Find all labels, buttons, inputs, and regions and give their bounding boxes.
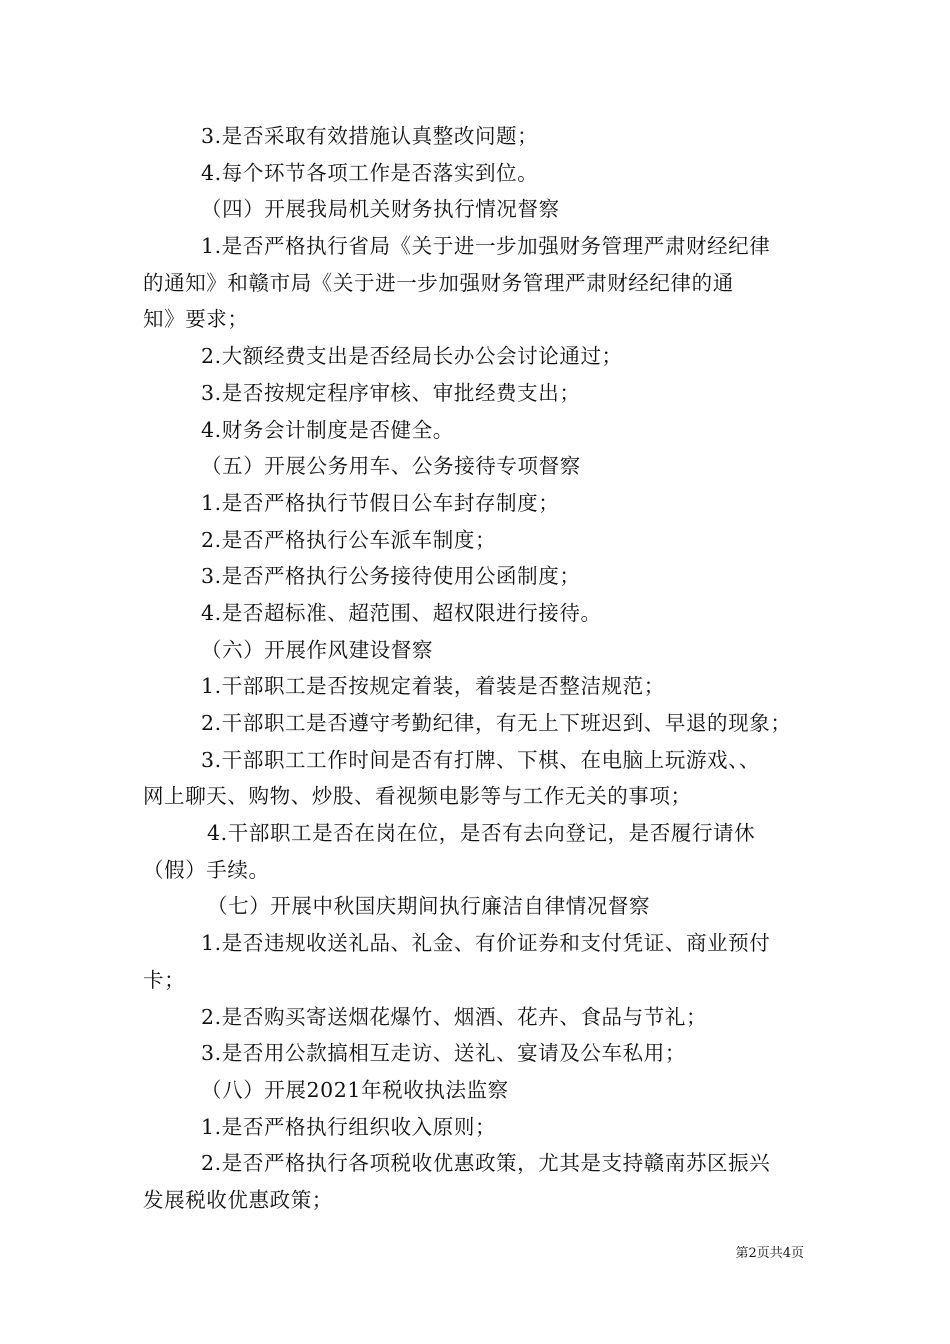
- body-line: 卡；: [143, 967, 186, 992]
- body-line: 4.是否超标准、超范围、超权限进行接待。: [201, 600, 602, 625]
- body-line: （假）手续。: [143, 857, 270, 882]
- body-line: 2.干部职工是否遵守考勤纪律，有无上下班迟到、早退的现象；: [201, 711, 792, 735]
- section-heading: （八）开展2021年税收执法监察: [201, 1077, 509, 1102]
- body-line: 网上聊天、购物、炒股、看视频电影等与工作无关的事项；: [143, 784, 692, 809]
- body-line: 1.是否严格执行组织收入原则；: [201, 1114, 497, 1139]
- body-line: 3.是否严格执行公务接待使用公函制度；: [201, 564, 581, 589]
- body-line: 1.是否严格执行省局《关于进一步加强财务管理严肃财经纪律: [201, 234, 771, 259]
- page-number: 第2页共4页: [735, 1246, 804, 1261]
- body-line: 3.是否按规定程序审核、审批经费支出；: [201, 380, 581, 405]
- body-line: 4.每个环节各项工作是否落实到位。: [201, 160, 539, 185]
- body-line: 1.是否违规收送礼品、礼金、有价证券和支付凭证、商业预付: [201, 931, 771, 956]
- section-heading: （七）开展中秋国庆期间执行廉洁自律情况督察: [207, 894, 651, 919]
- body-line: 3.是否用公款搞相互走访、送礼、宴请及公车私用；: [201, 1041, 686, 1066]
- body-line: 的通知》和赣市局《关于进一步加强财务管理严肃财经纪律的通: [143, 270, 734, 295]
- body-line: 1.是否严格执行节假日公车封存制度；: [201, 490, 560, 515]
- body-line: 2.大额经费支出是否经局长办公会讨论通过；: [201, 344, 623, 369]
- body-line: 2.是否严格执行公车派车制度；: [201, 527, 497, 552]
- body-line: 1.干部职工是否按规定着装，着装是否整洁规范；: [201, 674, 665, 699]
- body-line: 4.财务会计制度是否健全。: [201, 417, 454, 442]
- body-line: 知》要求；: [143, 307, 249, 332]
- section-heading: （六）开展作风建设督察: [201, 637, 434, 662]
- document-body: [143, 118, 811, 1219]
- body-line: 3.干部职工工作时间是否有打牌、下棋、在电脑上玩游戏、、: [201, 747, 761, 772]
- body-line: 3.是否采取有效措施认真整改问题；: [201, 124, 539, 148]
- body-line: 2.是否严格执行各项税收优惠政策，尤其是支持赣南苏区振兴: [201, 1151, 771, 1176]
- body-line: 发展税收优惠政策；: [143, 1187, 333, 1212]
- section-heading: （四）开展我局机关财务执行情况督察: [201, 197, 560, 222]
- section-heading: （五）开展公务用车、公务接待专项督察: [201, 454, 581, 479]
- body-line: 4.干部职工是否在岗在位，是否有去向登记，是否履行请休: [207, 821, 756, 846]
- body-line: 2.是否购买寄送烟花爆竹、烟酒、花卉、食品与节礼；: [201, 1004, 708, 1029]
